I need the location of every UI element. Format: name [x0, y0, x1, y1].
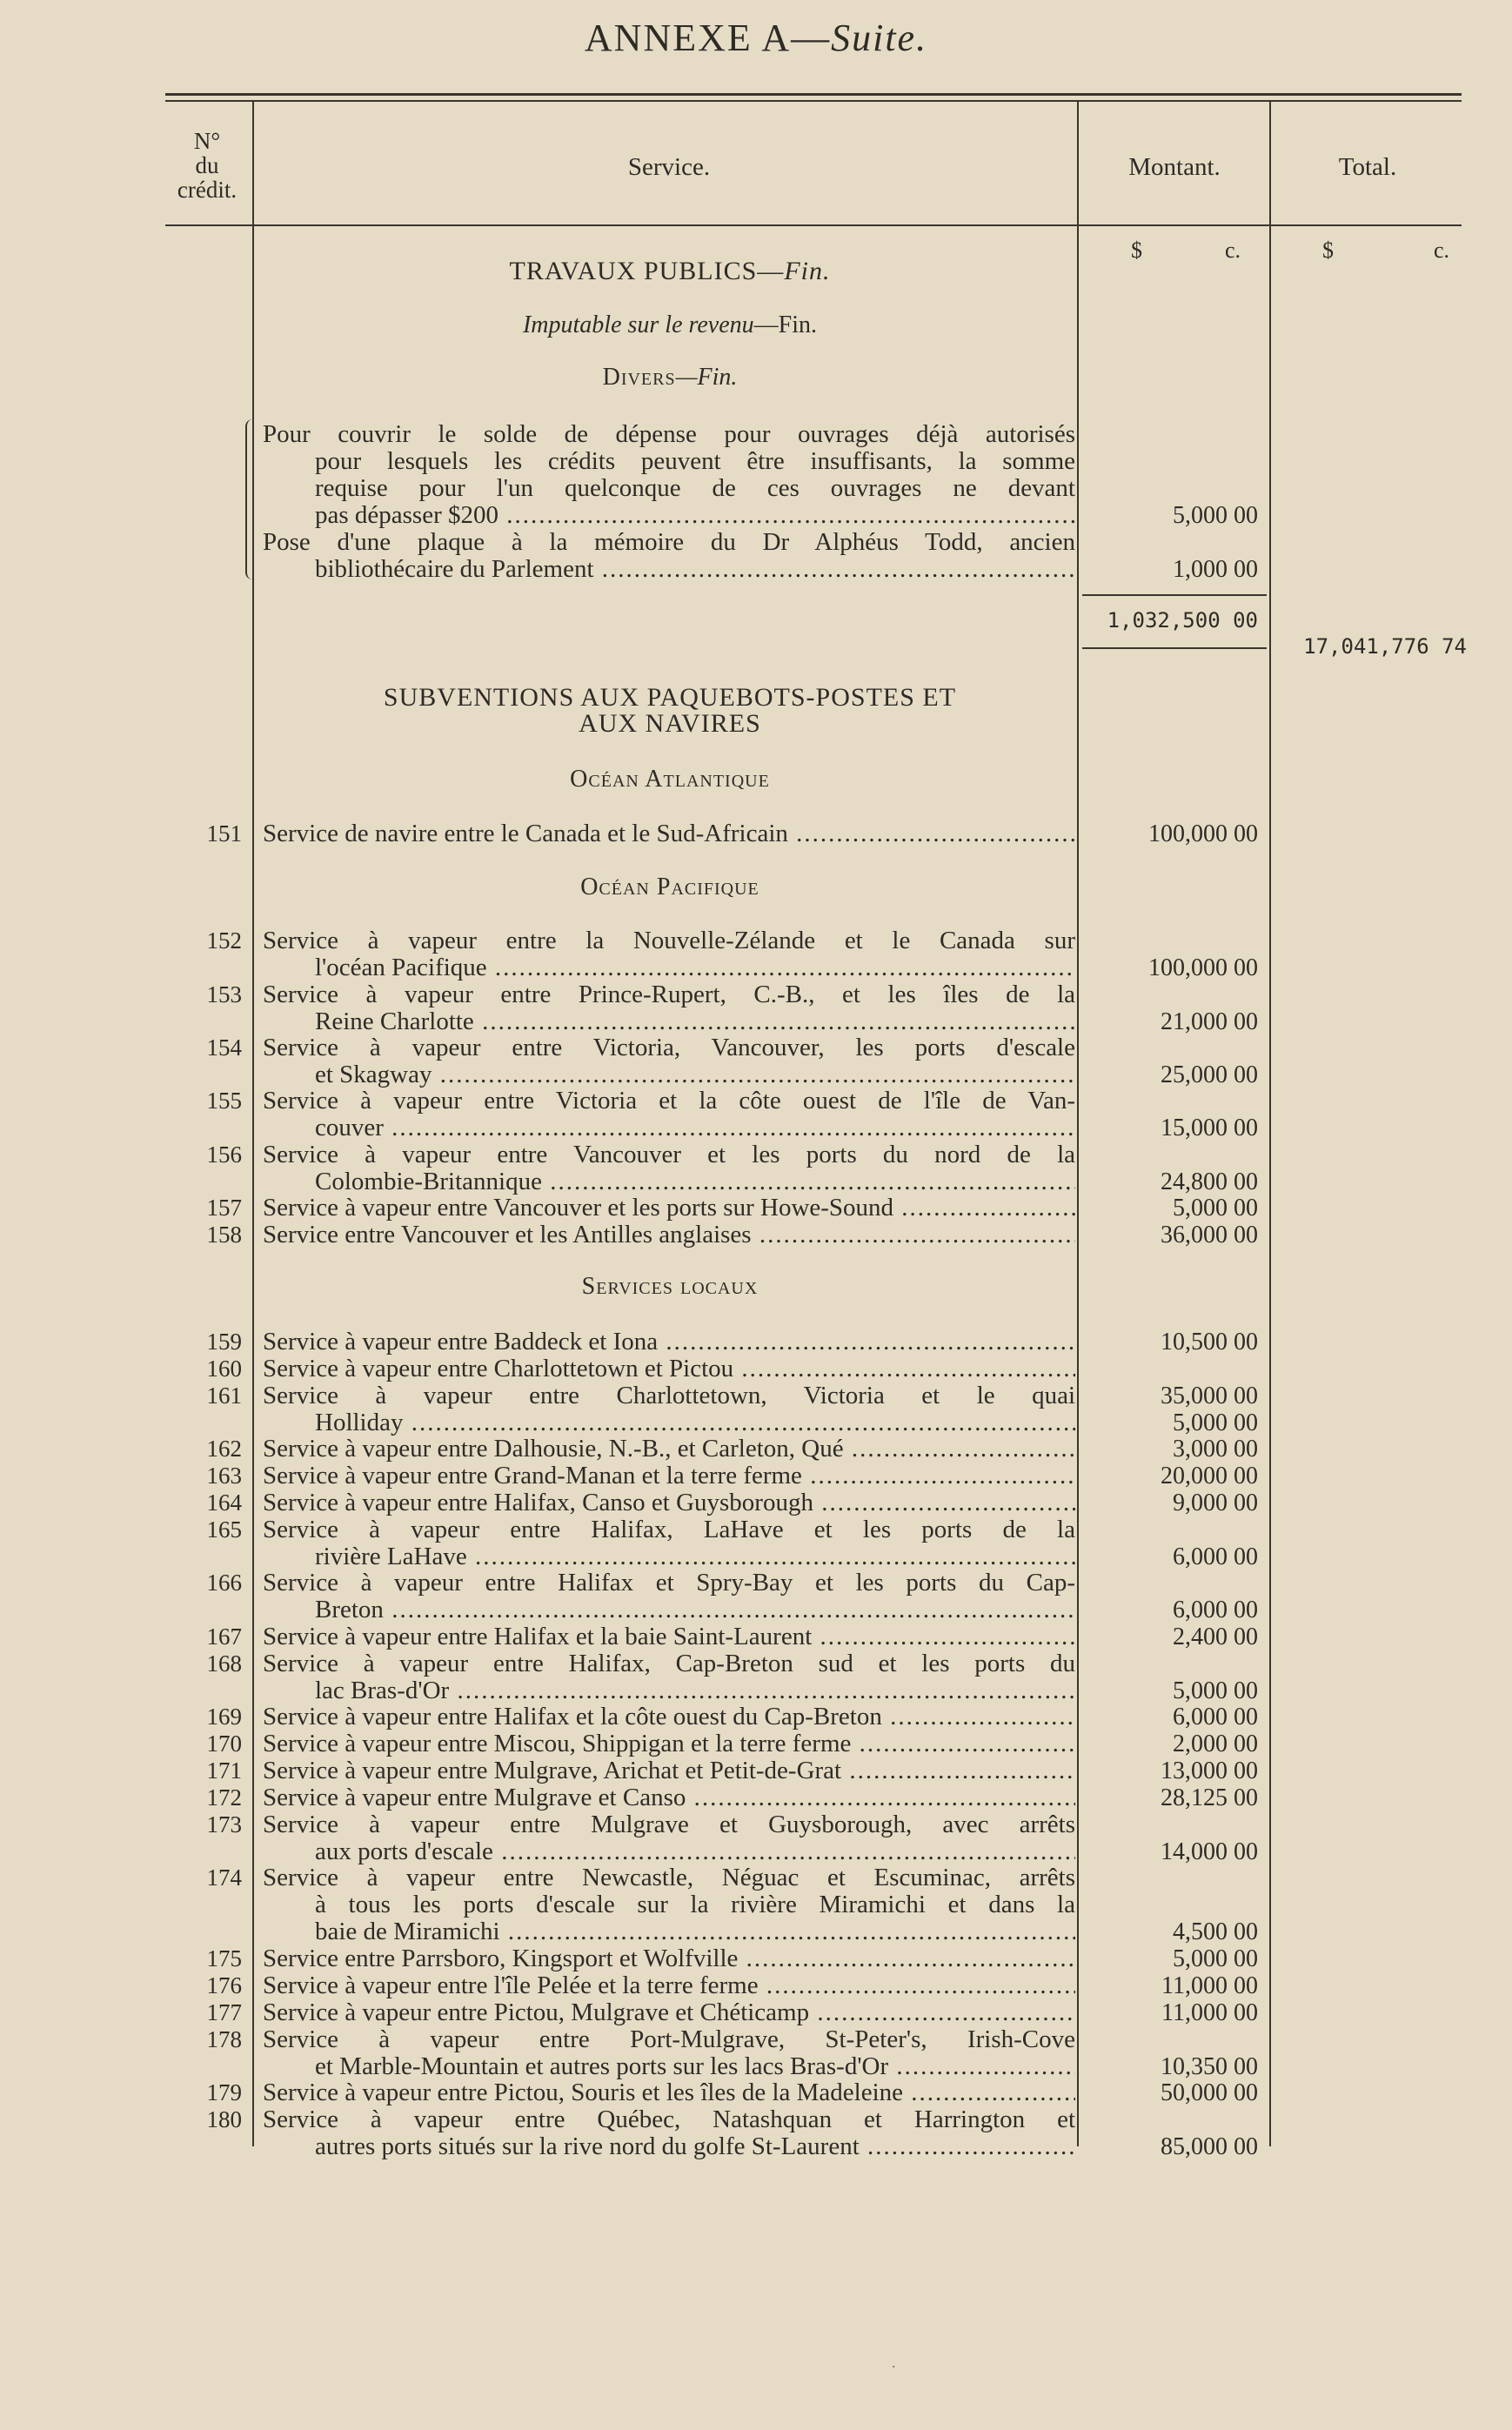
credit-number: 177 [206, 1999, 242, 2025]
credit-amount: 24,800 00 [1161, 1168, 1258, 1195]
divider-service [1077, 102, 1079, 2146]
page-mark: · [892, 2361, 896, 2374]
service-description: Service à vapeur entre Newcastle, Néguac et Escuminac, arrêts [263, 1864, 1075, 1891]
credit-number: 172 [206, 1784, 242, 1811]
subtotal-rule-bottom [1082, 647, 1267, 649]
credit-number: 180 [206, 2106, 242, 2132]
header-no-credit: N° du crédit. [177, 128, 238, 203]
credit-number: 159 [206, 1329, 242, 1355]
unit-dollar-total: $ [1322, 238, 1334, 263]
service-description: Service à vapeur entre Prince-Rupert, C.-B., et les îles de la [263, 981, 1075, 1008]
service-description: Service à vapeur entre Pictou, Souris et les îles de la Madeleine ..... [263, 2079, 1075, 2106]
credit-amount: 2,400 00 [1173, 1623, 1258, 1650]
unit-cents-montant: c. [1225, 238, 1241, 263]
divers-item-a-line4: pas dépasser $200 ..... [315, 502, 1075, 529]
credit-number: 175 [206, 1945, 242, 1971]
service-description: Reine Charlotte ..... [315, 1008, 1075, 1035]
service-description: lac Bras-d'Or ..... [315, 1677, 1075, 1704]
service-description: Service à vapeur entre Miscou, Shippigan et la terre ferme ..... [263, 1730, 1075, 1757]
credit-amount: 25,000 00 [1161, 1061, 1258, 1088]
credit-number: 161 [206, 1382, 242, 1409]
credit-amount: 50,000 00 [1161, 2079, 1258, 2106]
credit-number: 158 [206, 1222, 242, 1248]
service-description: Service à vapeur entre Pictou, Mulgrave et Chéticamp ..... [263, 1999, 1075, 2026]
credit-number: 162 [206, 1436, 242, 1462]
credit-number: 151 [206, 820, 242, 847]
credit-number: 178 [206, 2026, 242, 2052]
service-description: à tous les ports d'escale sur la rivière Miramichi et dans la [315, 1891, 1075, 1918]
section-subventions-line1: SUBVENTIONS AUX PAQUEBOTS-POSTES ET [383, 683, 957, 712]
divider-montant [1269, 102, 1271, 2146]
service-description: Service de navire entre le Canada et le Sud-Africain ..... [263, 820, 1075, 847]
credit-amount: 11,000 00 [1161, 1972, 1258, 1999]
credit-amount: 5,000 00 [1173, 1195, 1258, 1222]
credit-number: 153 [206, 981, 242, 1007]
credit-amount: 10,350 00 [1161, 2053, 1258, 2080]
credit-number: 155 [206, 1088, 242, 1114]
section-ocean-atlantique: Océan Atlantique [570, 766, 770, 793]
section-services-locaux: Services locaux [581, 1273, 759, 1300]
service-description: Service à vapeur entre Grand-Manan et la terre ferme ..... [263, 1463, 1075, 1489]
credit-number: 179 [206, 2079, 242, 2105]
credit-amount: 100,000 00 [1148, 954, 1258, 981]
service-description: Service à vapeur entre Mulgrave et Canso ..... [263, 1784, 1075, 1811]
credit-amount: 100,000 00 [1148, 820, 1258, 847]
credit-amount: 14,000 00 [1161, 1838, 1258, 1865]
divers-item-a-line1: Pour couvrir le solde de dépense pour ouvrages déjà autorisés [263, 421, 1075, 448]
service-description: Service à vapeur entre Halifax et Spry-Bay et les ports du Cap- [263, 1570, 1075, 1597]
credit-number: 165 [206, 1516, 242, 1543]
service-description: Service à vapeur entre Halifax, LaHave et les ports de la [263, 1516, 1075, 1543]
divers-item-a-amount: 5,000 00 [1173, 502, 1258, 529]
credit-amount: 15,000 00 [1161, 1115, 1258, 1141]
unit-dollar-montant: $ [1131, 238, 1142, 263]
divers-item-b-amount: 1,000 00 [1173, 556, 1258, 583]
credit-amount: 5,000 00 [1173, 1945, 1258, 1972]
page-title: ANNEXE A—Suite. [584, 17, 928, 59]
service-description: Service à vapeur entre Québec, Natashquan et Harrington et [263, 2106, 1075, 2133]
service-description: Breton ..... [315, 1597, 1075, 1623]
credit-number: 173 [206, 1811, 242, 1838]
divers-item-b-line2: bibliothécaire du Parlement ..... [315, 556, 1075, 583]
credit-amount: 6,000 00 [1173, 1704, 1258, 1730]
service-description: et Skagway ..... [315, 1061, 1075, 1088]
service-description: Service à vapeur entre Halifax et la baie Saint-Laurent ..... [263, 1623, 1075, 1650]
credit-amount: 6,000 00 [1173, 1543, 1258, 1570]
header-total: Total. [1338, 153, 1397, 181]
credit-amount: 20,000 00 [1161, 1463, 1258, 1489]
service-description: Service à vapeur entre Charlottetown et Pictou ..... [263, 1356, 1075, 1382]
divers-subtotal: 1,032,500 00 [1107, 608, 1258, 633]
grand-total: 17,041,776 74 [1303, 634, 1467, 659]
credit-amount: 6,000 00 [1173, 1597, 1258, 1623]
subtotal-rule [1082, 594, 1267, 596]
credit-number: 170 [206, 1730, 242, 1757]
service-description: rivière LaHave ..... [315, 1543, 1075, 1570]
credit-amount: 2,000 00 [1173, 1730, 1258, 1757]
service-description: Service à vapeur entre Charlottetown, Victoria et le quai [263, 1382, 1075, 1409]
credit-amount: 5,000 00 [1173, 1409, 1258, 1436]
unit-cents-total: c. [1434, 238, 1450, 263]
credit-number: 169 [206, 1704, 242, 1730]
credit-amount: 13,000 00 [1161, 1757, 1258, 1784]
credit-number: 164 [206, 1489, 242, 1516]
service-description: Service à vapeur entre Victoria, Vancouver, les ports d'escale [263, 1034, 1075, 1061]
credit-number: 166 [206, 1570, 242, 1596]
divider-num [252, 102, 254, 2146]
divers-item-b-line1: Pose d'une plaque à la mémoire du Dr Alphéus Todd, ancien [263, 529, 1075, 556]
credit-number: 171 [206, 1757, 242, 1784]
service-description: Service à vapeur entre Halifax, Canso et Guysborough ..... [263, 1489, 1075, 1516]
credit-amount: 9,000 00 [1173, 1489, 1258, 1516]
service-description: Service à vapeur entre l'île Pelée et la terre ferme ..... [263, 1972, 1075, 1999]
credit-number: 167 [206, 1623, 242, 1650]
credit-amount: 36,000 00 [1161, 1222, 1258, 1248]
divers-item-a-line2: pour lesquels les crédits peuvent être insuffisants, la somme [315, 448, 1075, 475]
items-brace [245, 419, 256, 579]
section-divers: Divers—Fin. [602, 364, 738, 391]
top-rule [165, 93, 1462, 96]
divers-item-a-line3: requise pour l'un quelconque de ces ouvrages ne devant [315, 475, 1075, 502]
section-subventions-line2: AUX NAVIRES [579, 709, 761, 738]
service-description: Service à vapeur entre Port-Mulgrave, St-Peter's, Irish-Cove [263, 2026, 1075, 2053]
section-ocean-pacifique: Océan Pacifique [580, 874, 759, 900]
credit-amount: 85,000 00 [1161, 2133, 1258, 2160]
header-montant: Montant. [1128, 153, 1221, 181]
section-imputable: Imputable sur le revenu—Fin. [522, 311, 818, 338]
section-travaux-publics: TRAVAUX PUBLICS—Fin. [509, 257, 831, 285]
credit-number: 174 [206, 1864, 242, 1891]
header-rule [165, 224, 1462, 226]
service-description: Service à vapeur entre la Nouvelle-Zélande et le Canada sur [263, 927, 1075, 954]
credit-number: 156 [206, 1141, 242, 1168]
service-description: Colombie-Britannique ..... [315, 1168, 1075, 1195]
service-description: Service à vapeur entre Dalhousie, N.-B., et Carleton, Qué ..... [263, 1436, 1075, 1463]
credit-amount: 21,000 00 [1161, 1008, 1258, 1035]
header-service: Service. [627, 153, 711, 181]
service-description: couver ..... [315, 1115, 1075, 1141]
credit-number: 176 [206, 1972, 242, 1998]
service-description: Service à vapeur entre Baddeck et Iona ..... [263, 1329, 1075, 1356]
credit-number: 157 [206, 1195, 242, 1221]
credit-amount: 4,500 00 [1173, 1918, 1258, 1945]
service-description: aux ports d'escale ..... [315, 1838, 1075, 1865]
service-description: baie de Miramichi ..... [315, 1918, 1075, 1945]
service-description: autres ports situés sur la rive nord du golfe St-Laurent ..... [315, 2133, 1075, 2160]
service-description: Service à vapeur entre Vancouver et les ports sur Howe-Sound ..... [263, 1195, 1075, 1222]
service-description: Service à vapeur entre Victoria et la côte ouest de l'île de Van- [263, 1088, 1075, 1115]
credit-number: 152 [206, 927, 242, 954]
service-description: Service à vapeur entre Mulgrave, Arichat et Petit-de-Grat ..... [263, 1757, 1075, 1784]
top-rule-thin [165, 100, 1462, 102]
service-description: Service à vapeur entre Vancouver et les ports du nord de la [263, 1141, 1075, 1168]
service-description: Holliday ..... [315, 1409, 1075, 1436]
service-description: Service à vapeur entre Mulgrave et Guysborough, avec arrêts [263, 1811, 1075, 1838]
service-description: et Marble-Mountain et autres ports sur les lacs Bras-d'Or ..... [315, 2053, 1075, 2080]
service-description: l'océan Pacifique ..... [315, 954, 1075, 981]
service-description: Service entre Vancouver et les Antilles anglaises ..... [263, 1222, 1075, 1248]
credit-amount: 10,500 00 [1161, 1329, 1258, 1356]
credit-amount: 11,000 00 [1161, 1999, 1258, 2026]
service-description: Service à vapeur entre Halifax, Cap-Breton sud et les ports du [263, 1650, 1075, 1677]
credit-number: 168 [206, 1650, 242, 1677]
service-description: Service entre Parrsboro, Kingsport et Wolfville ..... [263, 1945, 1075, 1972]
credit-amount: 3,000 00 [1173, 1436, 1258, 1463]
credit-number: 163 [206, 1463, 242, 1489]
credit-number: 154 [206, 1034, 242, 1061]
credit-amount: 35,000 00 [1161, 1382, 1258, 1409]
credit-amount: 5,000 00 [1173, 1677, 1258, 1704]
credit-amount: 28,125 00 [1161, 1784, 1258, 1811]
service-description: Service à vapeur entre Halifax et la côte ouest du Cap-Breton ..... [263, 1704, 1075, 1730]
credit-number: 160 [206, 1356, 242, 1382]
